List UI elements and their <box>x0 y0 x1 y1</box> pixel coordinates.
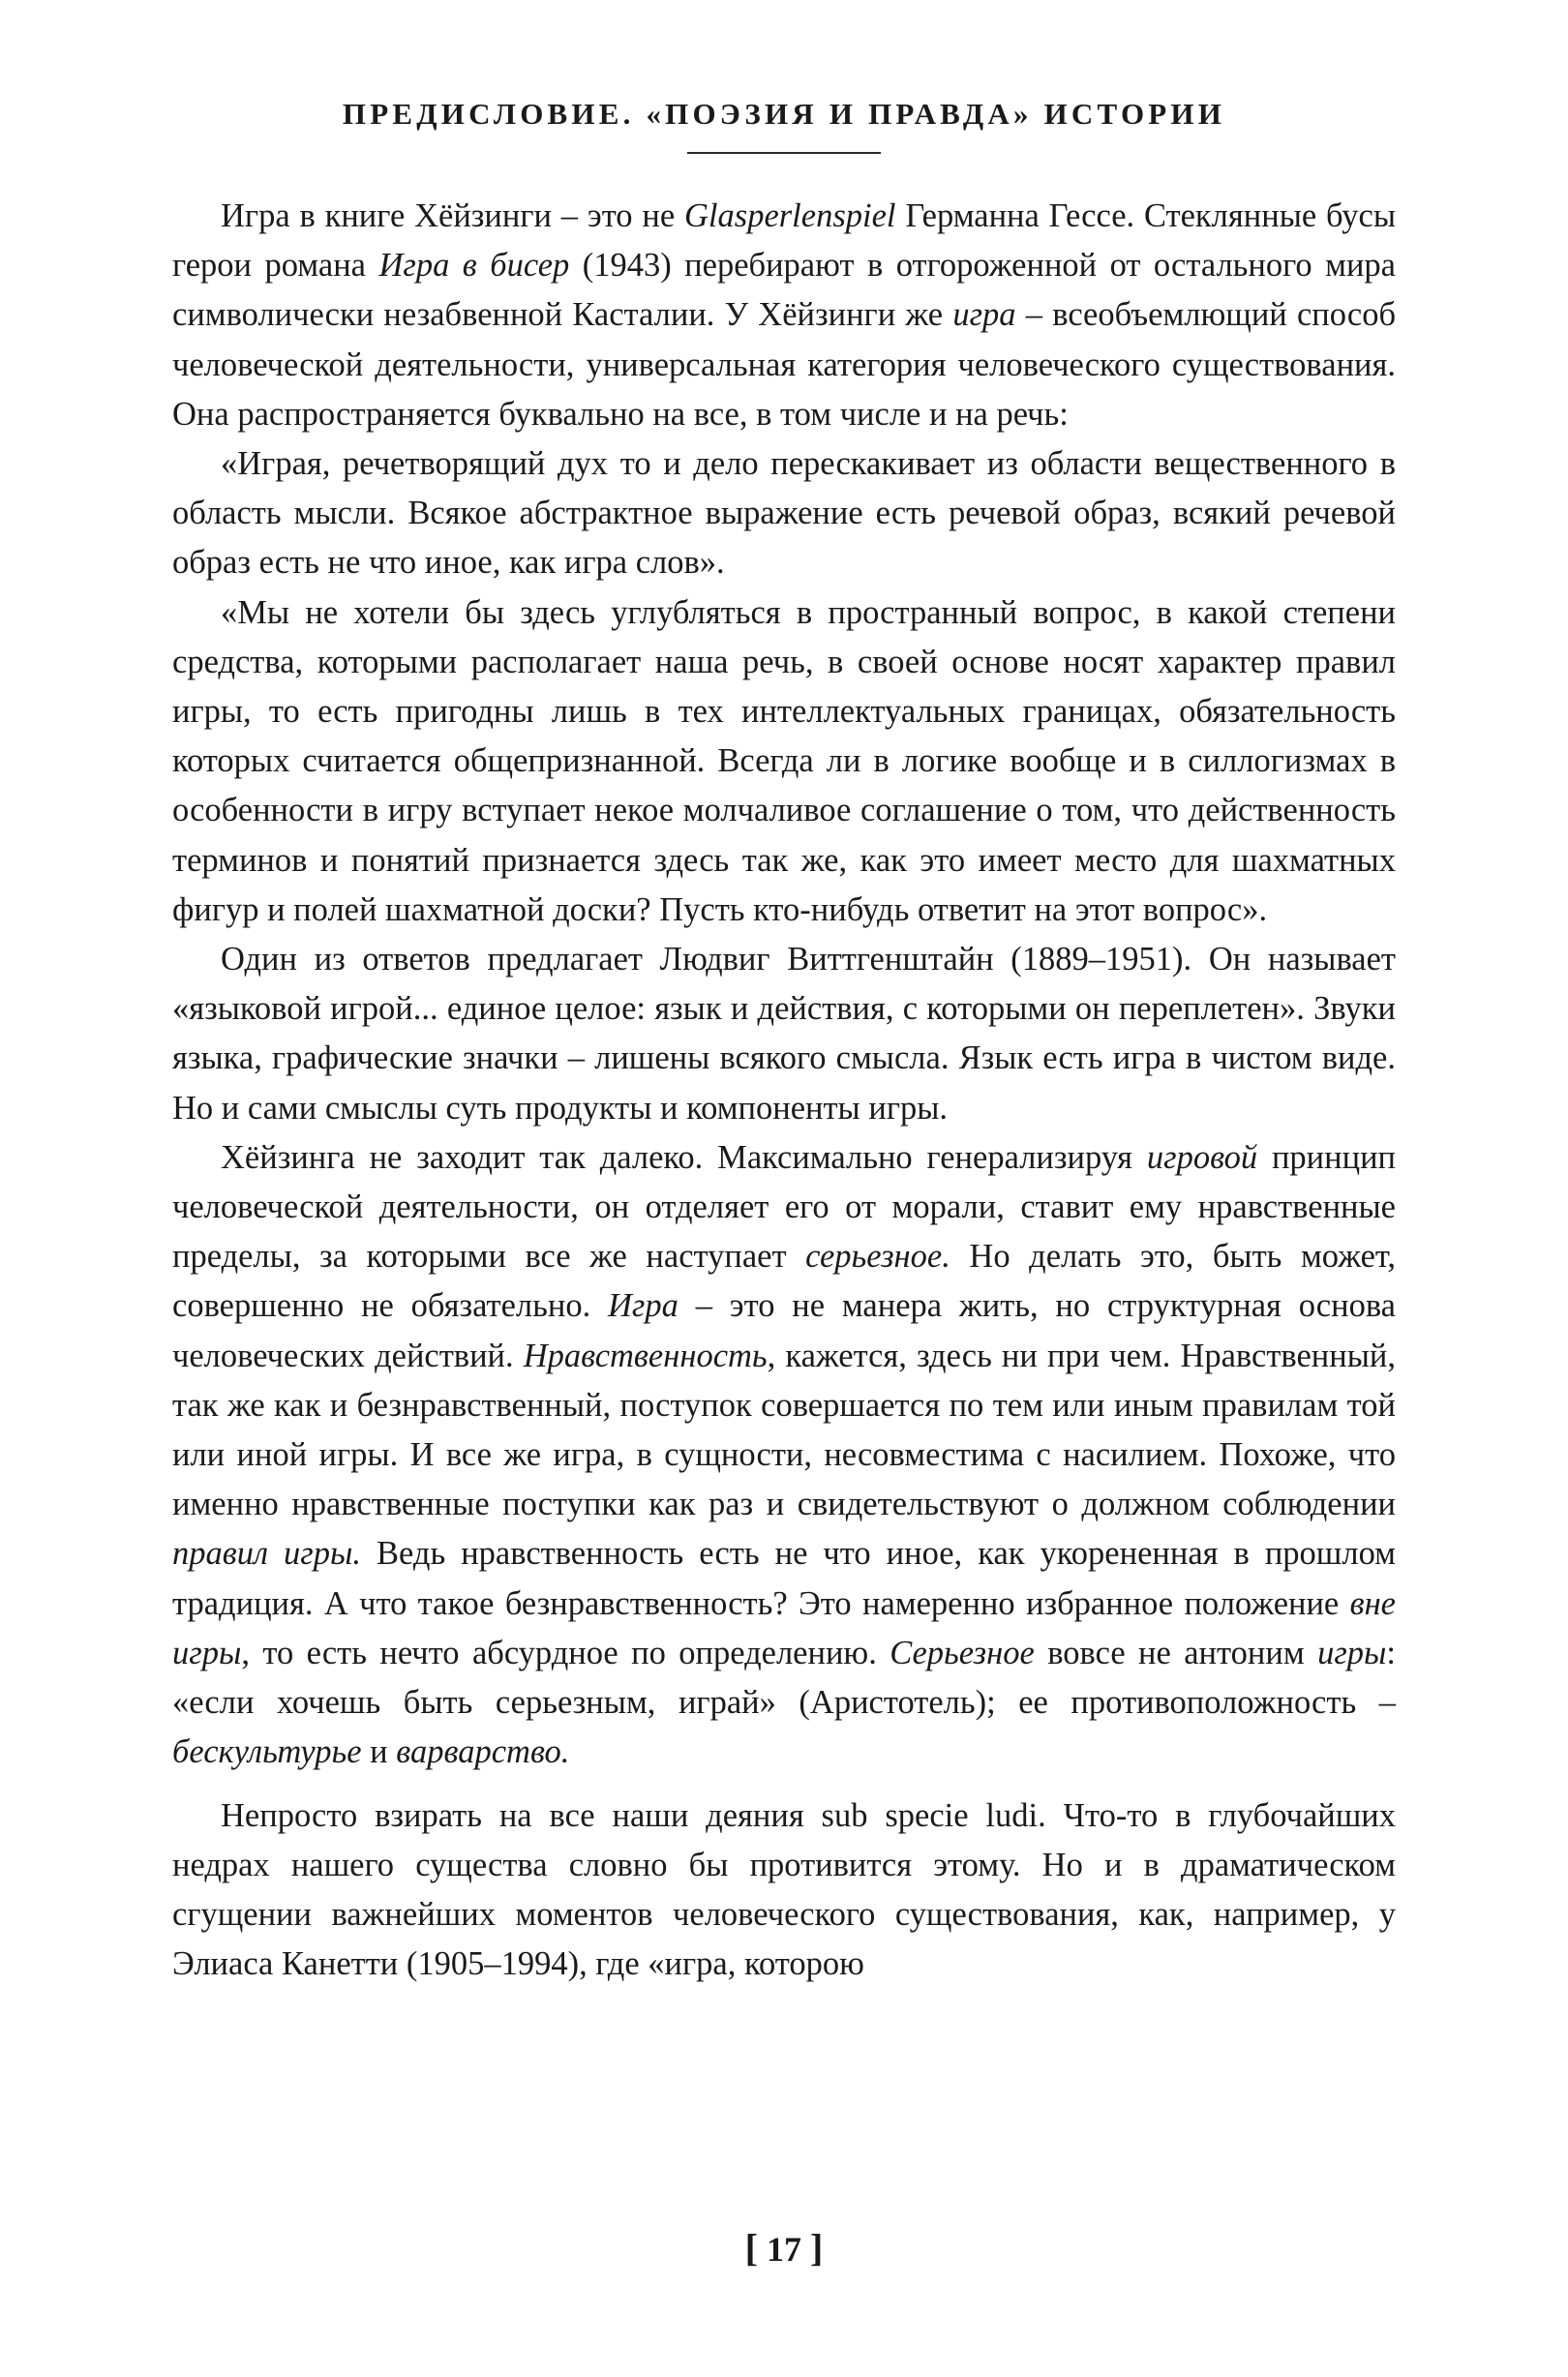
italic-term: варварство. <box>396 1733 570 1771</box>
running-head: ПРЕДИСЛОВИЕ. «ПОЭЗИЯ И ПРАВДА» ИСТОРИИ <box>342 97 1226 131</box>
italic-term: Нравственность <box>523 1337 768 1374</box>
paragraph: Игра в книге Хёйзинги – это не Glasperlenspiel Германна Гессе. Стеклянные бусы герои романа Игра в бисер (1943) перебирают в отгороженной от остального мира символически незабвенной Касталии. У Хёйзинги же игра – всеобъемлющий способ человеческой деятельности, универсальная категория человеческого существования. Она распространяется буквально на все, в том числе и на речь: <box>172 197 1397 433</box>
italic-term: Игра в бисер <box>378 247 570 285</box>
italic-term: игра <box>952 296 1016 334</box>
paragraph: Один из ответов предлагает Людвиг Виттгенштайн (1889–1951). Он называет «языковой игрой... единое целое: язык и действия, с которыми он переплетен». Звуки языка, графические значки – лишены всякого смысла. Язык есть игра в чистом виде. Но и сами смыслы суть продукты и компоненты игры. <box>172 941 1396 1127</box>
italic-term: Серьезное <box>890 1634 1035 1671</box>
paragraph: «Мы не хотели бы здесь углубляться в пространный вопрос, в какой степени средства, которыми располагает наша речь, в своей основе носят характер правил игры, то есть пригодны лишь в тех интеллектуальных границах, обязательность которых считается общепризнанной. Всегда ли в логике вообще и в силлогизмах в особенности в игру вступает некое молчаливое соглашение о том, что действенность терминов и понятий признается здесь так же, как это имеет место для шахматных фигур и полей шахматной доски? Пусть кто-нибудь ответит на этот вопрос». <box>172 593 1396 928</box>
italic-term: Glasperlenspiel <box>684 197 896 234</box>
page-number-value: 17 <box>767 2230 801 2269</box>
italic-term: серьезное. <box>805 1238 950 1276</box>
page-number-open-bracket: [ <box>744 2226 758 2270</box>
italic-term: бескультурье <box>172 1733 362 1771</box>
paragraph: Хёйзинга не заходит так далеко. Максимально генерализируя игровой принцип человеческой деятельности, он отделяет его от морали, ставит ему нравственные пределы, за которыми все же наступает серьезное. Но делать это, быть может, совершенно не обязательно. Игра – это не манера жить, но структурная основа человеческих действий. Нравственность, кажется, здесь ни при чем. Нравственный, так же как и безнравственный, поступок совершается по тем или иным правилам той или иной игры. И все же игра, в сущности, несовместима с насилием. Похоже, что именно нравственные поступки как раз и свидетельствуют о должном соблюдении правил игры. Ведь нравственность есть не что иное, как укорененная в прошлом традиция. А что такое безнравственность? Это намеренно избранное положение вне игры, то есть нечто абсурдное по определению. Серьезное вовсе не антоним игры: «если хочешь быть серьезным, играй» (Аристотель); ее противоположность – бескультурье и варварство. <box>172 1138 1397 1771</box>
running-head-rule <box>687 152 881 154</box>
paragraph: Непросто взирать на все наши деяния sub specie ludi. Что-то в глубочайших недрах нашего существа словно бы противится этому. Но и в драматическом сгущении важнейших моментов человеческого существования, как, например, у Элиаса Канетти (1905–1994), где «игра, которою <box>172 1796 1396 1983</box>
page-number <box>0 2225 1568 2271</box>
italic-term: правил игры. <box>172 1535 361 1573</box>
body-text <box>172 192 1396 1989</box>
italic-term: вне игры <box>172 1584 1396 1671</box>
paragraph: «Играя, речетворящий дух то и дело перескакивает из области вещественного в область мысли. Всякое абстрактное выражение есть речевой образ, всякий речевой образ есть не что иное, как игра слов». <box>172 445 1396 582</box>
italic-term: игровой <box>1146 1138 1258 1176</box>
italic-term: игры <box>1317 1634 1387 1671</box>
page-number-close-bracket: ] <box>810 2226 824 2270</box>
italic-term: Игра <box>608 1287 678 1325</box>
